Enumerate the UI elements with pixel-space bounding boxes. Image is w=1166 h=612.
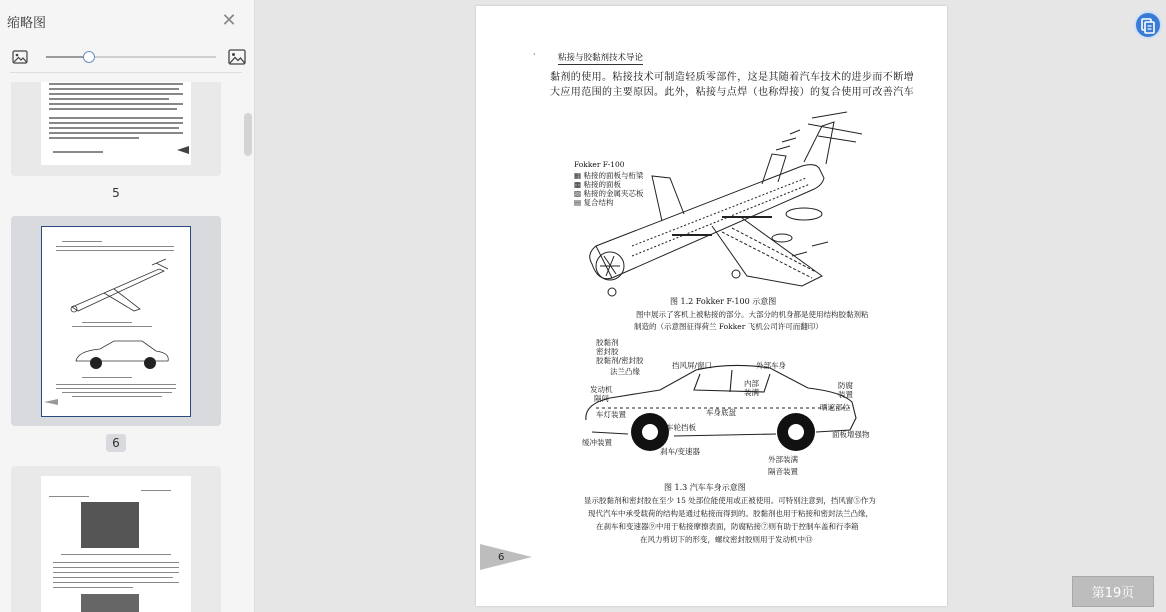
car-label: 内部 <box>744 379 759 388</box>
car-label: 装满 <box>744 388 759 397</box>
car-label: 装置 <box>838 390 853 399</box>
thumbnail-sidebar <box>0 0 255 612</box>
thumbnail-aircraft-sketch <box>64 257 174 319</box>
body-line: 大应用范围的主要原因。此外，粘接与点焊（也称焊接）的复合使用可改善汽车 <box>550 87 914 98</box>
car-label: 法兰凸缘 <box>610 367 640 376</box>
car-label: 隔音装置 <box>768 467 798 476</box>
thumbnail-image <box>41 476 191 612</box>
car-label: 缓冲装置 <box>582 438 612 447</box>
sidebar-divider <box>10 72 242 73</box>
page-number-tab <box>480 544 532 570</box>
car-label: 刹车/变速器 <box>660 447 701 456</box>
page-corner-flag <box>44 399 58 405</box>
page-indicator: 第19页 <box>1072 576 1154 607</box>
page-corner-flag <box>177 146 189 154</box>
printed-page-number: 6 <box>498 552 505 563</box>
fig3-note-line: 显示胶黏剂和密封胶在至少 15 处部位能使用或正被使用。可特别注意到，挡风窗⑤作为 <box>584 496 876 505</box>
car-label: 车轮挡板 <box>666 423 696 432</box>
fig2-note-line: 制造的（示意图征得荷兰 Fokker 飞机公司许可而翻印） <box>634 322 823 331</box>
fig2-legend-item: ▨ 粘接的金属夹芯板 <box>574 189 644 198</box>
car-label: 胶黏剂 <box>596 338 619 347</box>
thumbnail-page-6[interactable] <box>11 216 221 426</box>
car-label: 发动机 <box>590 385 613 394</box>
thumbnail-photo <box>81 594 139 612</box>
floating-tool-button[interactable] <box>1134 11 1162 39</box>
car-label: 外部装满 <box>768 455 798 464</box>
thumbnail-zoom-row <box>0 42 254 72</box>
thumbnail-page-7[interactable] <box>11 466 221 612</box>
thumbnail-zoom-slider[interactable] <box>46 50 216 64</box>
thumbnail-car-sketch <box>72 335 172 371</box>
car-label: 车身底盘 <box>706 408 736 417</box>
slider-knob[interactable] <box>83 51 95 63</box>
fig2-legend-title: Fokker F-100 <box>574 160 625 169</box>
fig3-note-line: 在刹车和变速器⑨中用于粘接摩擦表面，防腐粘接⑦则有助于控制车盖和行李箱 <box>596 522 859 531</box>
sidebar-header <box>0 0 254 42</box>
fig2-legend-item: ▦ 粘接的面板与桁梁 <box>574 171 644 180</box>
sidebar-title: 缩略图 <box>7 15 47 31</box>
thumbnail-page-5[interactable] <box>11 82 221 176</box>
document-viewer[interactable] <box>256 0 1166 612</box>
car-label: 防腐 <box>838 381 853 390</box>
car-label: 车灯装置 <box>596 410 626 419</box>
slider-fill <box>46 56 83 58</box>
fig2-caption: 图 1.2 Fokker F-100 示意图 <box>670 297 777 306</box>
car-label: 外部车身 <box>756 361 786 370</box>
fig3-note-line: 在风力剪切下的形变，螺纹密封胶则用于发动机中⑬ <box>640 535 813 544</box>
document-tool-icon <box>1136 13 1160 37</box>
thumbnail-image <box>41 226 191 417</box>
car-label: 晒遮部位 <box>820 403 850 412</box>
car-label: 面板增强物 <box>832 430 870 439</box>
sidebar-scrollbar[interactable] <box>244 113 252 156</box>
car-label: 挡风屏/窗口 <box>672 361 713 370</box>
document-page <box>476 6 947 606</box>
fig2-legend-item: ▤ 复合结构 <box>574 198 614 207</box>
car-label: 胶黏剂/密封胶 <box>596 356 644 365</box>
car-label: 密封胶 <box>596 347 619 356</box>
page-header: 粘接与胶黏剂技术导论 <box>558 53 644 63</box>
header-bullet: · <box>533 50 536 59</box>
thumbnail-list[interactable] <box>0 82 245 612</box>
thumbnail-photo <box>81 502 139 548</box>
fokker-f100-illustration <box>572 106 872 306</box>
thumbnail-image <box>41 82 191 165</box>
close-icon[interactable]: ✕ <box>221 10 237 31</box>
fig3-caption: 图 1.3 汽车车身示意图 <box>664 483 746 492</box>
zoom-in-image-icon[interactable] <box>228 49 246 65</box>
fig2-legend-item: ▩ 粘接的面板 <box>574 180 621 189</box>
body-line: 黏剂的使用。粘接技术可制造轻质零部件，这是其随着汽车技术的进步而不断增 <box>550 72 914 83</box>
thumbnail-page-number: 5 <box>112 186 120 200</box>
fig2-note-line: 图中展示了客机上被粘接的部分。大部分的机身都是使用结构胶黏剂粘 <box>636 310 869 319</box>
thumbnail-page-number: 6 <box>0 436 232 450</box>
car-label: 隔间 <box>594 394 609 403</box>
zoom-out-image-icon[interactable] <box>12 50 28 64</box>
fig3-note-line: 现代汽车中承受载荷的结构是通过粘接而得到的。胶黏剂也用于粘接和密封法兰凸缘， <box>588 509 873 518</box>
